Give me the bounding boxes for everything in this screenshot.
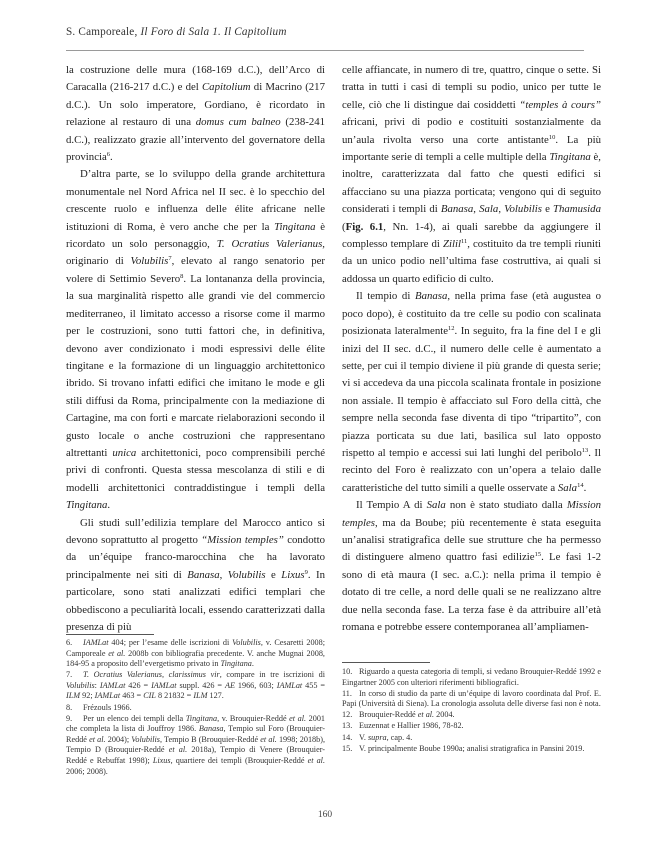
header-rule [66,50,584,51]
footnote-number: 8. [66,702,73,712]
footnote-number: 10. [342,667,353,676]
footnote-number: 11. [342,688,352,698]
footnote [342,744,601,755]
footnotes-left [66,638,325,778]
footnote [342,667,601,688]
footnote-text: Euzennat e Hallier 1986, 78-82. [359,721,464,731]
left-column [66,62,325,636]
footnote-number: 9. [66,713,73,723]
footnote-number: 7. [66,670,73,680]
footnote-number: 15. [342,743,353,753]
footnote [342,733,601,744]
footnote-number: 6. [66,638,73,647]
paragraph: la costruzione delle mura (168-169 d.C.), dell’Arco di Caracalla (216-217 d.C.) e del Capitolium di Macrino (217 d.C.). Un solo imperatore, Gordiano, è ricordato in relazione al restauro di una domus cum balneo (238-241 d.C.), realizzato grazie all’intervento del governatore della provincia$^6$. [66,64,326,164]
footnote [342,721,601,732]
footnote-text: Riguardo a questa categoria di templi, si vedano Brouquier-Reddé 1992 e Eingartner 2005 con ulteriori riferimenti bibliografici. [342,667,601,687]
header-author: S. Camporeale, [66,26,141,38]
right-column [342,62,601,636]
footnote-number: 14. [342,732,353,742]
header-title: Il Foro di Sala 1. Il Capitolium [140,26,287,38]
footnote-number: 13. [342,721,353,731]
footnote [66,714,325,778]
footnote-text: In corso di studio da parte di un’équipe di lavoro coordinata dal Prof. E. Papi (Università di Siena). La cronologia assoluta delle diverse fasi non è nota. [342,688,601,709]
footnote [342,689,601,710]
footnote-separator-left [66,634,154,635]
paragraph: Il tempio di Banasa, nella prima fase (età augustea o poco dopo), è costituito da tre celle su podio con scalinata posizionata lateralmente$^{12}$. In seguito, fra la fine del I e gli inizi del II sec. d.C., il numero delle celle è aumentato a sette, per cui il tempio diviene il più grande di questa serie; vi si accedeva da una piccola scalinata frontale in posizione non assiale. Il tempio è affacciato sul Foro della città, che sempre nella seconda fase diventa di tipo “tripartito”, con piazza porticata su due lati, basilica sul lato opposto rispetto al tempio e accessi sui lati lunghi del peribolo$^{13}$. Il recinto del Foro è realizzato con un’opera a telaio dalle caratteristiche del tutto simili a quelle osservate a Sala$^{14}$. [342,290,601,494]
footnote-text: Frézouls 1966. [83,702,132,712]
footnote-text: V. supra, cap. 4. [359,732,413,742]
footnote-separator-right [342,662,430,663]
footnote [66,638,325,670]
footnote [66,703,325,714]
footnote [342,710,601,721]
footnote-number: 12. [342,710,353,720]
footnote [66,670,325,702]
footnote-text: T. Ocratius Valerianus, clarissimus vir, compare in tre iscrizioni di Volubilis: IAMLat 426 = IAMLat suppl. 426 = AE 1966, 603; IAMLat 455 = ILM 92; IAMLat 463 = CIL 8 21832 = ILM 127. [66,670,325,701]
footnote-text: IAMLat 404; per l’esame delle iscrizioni di Volubilis, v. Cesaretti 2008; Camporeale et al. 2008b con bibliografia precedente. V. anche Mugnai 2008, 184-95 a proposito dell’evergetismo privato in Tingitana. [66,638,325,669]
footnote-text: Per un elenco dei templi della Tingitana, v. Brouquier-Reddé et al. 2001 che completa la lista di Jouffroy 1986. Banasa, Tempio sul Foro (Brouquier-Reddé et al. 2004); Volubilis, Tempio B (Brouquier-Reddé et al. 1998; 2018b), Tempio D (Brouquier-Reddé et al. 2018a), Tempio di Venere (Brouquier-Reddé e Rebuffat 1998); Lixus, quartiere dei templi (Brouquier-Reddé et al. 2006; 2008). [66,713,326,776]
paragraph: celle affiancate, in numero di tre, quattro, cinque o sette. Si tratta in tutti i casi di templi su podio, unico per tutte le celle, ciò che li distingue dai cosiddetti “temples à cours” africani, privi di podio e costituiti sostanzialmente da un’aula rivolta verso una corte antistante$^{10}$. La più importante serie di templi a celle multiple della Tingitana è, inoltre, caratterizzata dal fatto che questi edifici si affacciano su una piazza porticata; vengono qui di seguito considerati i templi di Banasa, Sala, Volubilis e Thamusida (Fig. 6.1, Nn. 1-4), ai quali sarebbe da aggiungere il complesso templare di Zilil$^{11}$, costituito da tre templi riuniti da un unico podio nell’ultima fase costruttiva, ai quali si addossa un quarto edificio di culto. [342,64,602,285]
footnotes-right [342,667,601,755]
page-number: 160 [317,810,333,820]
paragraph: Gli studi sull’edilizia templare del Marocco antico si devono soprattutto al progetto “Mission temples” condotto da un’équipe franco-marocchina che ha lavorato principalmente nei siti di Banasa, Volubilis e Lixus$^9$. In particolare, sono stati analizzati edifici templari che obbediscono a peculiarità locali, essendo caratterizzati dalla presenza di più [66,516,326,633]
paragraph: D’altra parte, se lo sviluppo della grande architettura monumentale nel Nord Africa nel II sec. è lo specchio del crescente ruolo e influenza delle élite africane nelle istituzioni di Roma, è vero anche che per la Tingitana è ricordato un solo personaggio, T. Ocratius Valerianus, originario di Volubilis$^7$, elevato al rango senatorio per volere di Settimio Severo$^8$. La lontananza della provincia, la sua marginalità rispetto alle grandi vie del commercio mediterraneo, il limitato accesso a risorse come il marmo per le costruzioni, sono tutti fattori che, in definitiva, devono aver condizionato i modi espressivi delle élite tingitane e la formazione di un linguaggio architettonico ibrido. Si trovano infatti edifici che imitano le mode e gli stili diffusi da Roma, principalmente con la mediazione di Cartagine, ma con forti e marcate rielaborazioni secondo il gusto locale o anche costruzioni che rappresentano altrettanti unica architettonici, poco comprensibili perché privi di confronti. Questa stessa mescolanza di stili e di modelli architettonici contraddistingue i templi della Tingitana. [66,168,326,512]
paragraph: Il Tempio A di Sala non è stato studiato dalla Mission temples, ma da Boube; più recentemente è stata eseguita un’analisi stratigrafica delle sue strutture che ha permesso di distinguere almeno quattro fasi edilizie$^{15}$. Le fasi 1-2 sono di età maura (I sec. a.C.): nella prima il tempio è dotato di tre celle, a nord delle quali se ne realizzano altre due nella seconda fase. La terza fase è da attribuire all’età romana e potrebbe essere contemporanea all’ampliamen- [342,499,602,633]
footnote-text: V. principalmente Boube 1990a; analisi stratigrafica in Pansini 2019. [359,743,585,753]
footnote-text: Brouquier-Reddé et al. 2004. [359,710,455,720]
running-header [66,26,287,38]
